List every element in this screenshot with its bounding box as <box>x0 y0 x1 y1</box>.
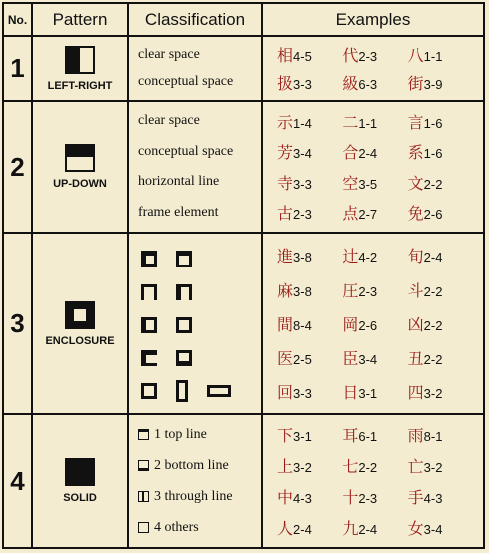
example-kanji: 上 <box>277 457 294 476</box>
example-kanji: 文 <box>407 173 424 193</box>
example-item <box>408 454 473 477</box>
classification-item: horizontal line <box>138 174 220 190</box>
enclosure-variant-icon <box>176 350 192 366</box>
classification-text: 1 top line <box>154 426 207 442</box>
example-kanji: 級 <box>342 73 359 93</box>
example-code: 8-1 <box>423 429 443 444</box>
example-code: 4-3 <box>293 491 312 506</box>
enclosure-shape-row <box>141 282 261 302</box>
example-code: 6-1 <box>358 429 378 444</box>
enclosure-shapes <box>129 234 263 415</box>
example-item <box>408 516 473 539</box>
example-item <box>408 140 473 163</box>
example-kanji: 示 <box>277 112 294 132</box>
others-icon <box>138 522 149 533</box>
enclosure-variant-icon <box>176 317 192 333</box>
classification-item <box>138 520 261 536</box>
enclosure-variant-icon <box>141 383 157 399</box>
example-code: 3-8 <box>293 283 312 299</box>
example-code: 2-2 <box>358 460 378 475</box>
classification-text: 4 others <box>154 519 199 535</box>
through-line-icon <box>138 491 149 502</box>
example-kanji: 扱 <box>277 73 294 93</box>
examples-cell <box>263 415 483 547</box>
example-item <box>277 312 342 335</box>
example-kanji: 下 <box>277 426 294 445</box>
example-item <box>408 110 473 133</box>
classification-item <box>138 458 261 474</box>
kanji-pattern-table <box>2 2 485 549</box>
example-code: 3-3 <box>293 386 312 402</box>
example-item <box>277 43 342 66</box>
example-item <box>408 346 473 369</box>
example-kanji: 耳 <box>342 426 359 445</box>
classification-item: clear space <box>138 46 200 62</box>
example-item <box>342 485 407 508</box>
example-kanji: 八 <box>407 46 424 66</box>
pattern-cell-enclosure <box>33 234 129 415</box>
example-kanji: 二 <box>342 112 359 132</box>
example-code: 3-3 <box>293 176 312 192</box>
example-code: 1-6 <box>423 115 443 131</box>
example-kanji: 中 <box>277 488 294 507</box>
row-number: 4 <box>4 415 33 547</box>
enclosure-variant-icon <box>141 350 157 366</box>
classification-cell <box>129 37 263 102</box>
header-pattern: Pattern <box>33 4 129 37</box>
example-item <box>277 201 342 224</box>
example-item <box>408 312 473 335</box>
pattern-label: SOLID <box>63 492 97 504</box>
example-code: 2-5 <box>293 352 312 368</box>
example-code: 2-6 <box>423 207 443 223</box>
example-kanji: 日 <box>342 383 359 403</box>
example-kanji: 古 <box>277 204 294 224</box>
example-kanji: 雨 <box>407 426 424 445</box>
example-item <box>277 454 342 477</box>
enclosure-shape-row <box>141 249 261 269</box>
example-item <box>342 244 407 267</box>
pattern-label: ENCLOSURE <box>45 334 115 347</box>
left-right-pattern-icon <box>65 46 95 74</box>
up-down-pattern-icon <box>65 144 95 172</box>
classification-item <box>138 489 261 505</box>
header-no: No. <box>4 4 33 37</box>
enclosure-tall-icon <box>176 380 188 402</box>
example-kanji: 四 <box>407 383 424 403</box>
classification-text: 2 bottom line <box>154 457 229 473</box>
example-kanji: 合 <box>342 143 359 163</box>
example-item <box>408 201 473 224</box>
example-item <box>408 423 473 446</box>
example-item <box>277 71 342 94</box>
classification-cell <box>129 102 263 234</box>
example-item <box>408 43 473 66</box>
example-code: 3-2 <box>423 460 443 475</box>
example-kanji: 空 <box>342 173 359 193</box>
examples-cell <box>263 234 483 415</box>
example-item <box>342 201 407 224</box>
enclosure-variant-icon <box>141 251 157 267</box>
example-item <box>408 244 473 267</box>
example-code: 2-3 <box>358 49 378 65</box>
example-kanji: 手 <box>407 488 424 507</box>
example-kanji: 九 <box>342 519 359 538</box>
example-code: 4-5 <box>293 49 312 65</box>
example-item <box>277 244 342 267</box>
classification-cell <box>129 415 263 547</box>
example-code: 2-2 <box>423 176 443 192</box>
example-code: 2-7 <box>358 207 378 223</box>
example-item <box>342 43 407 66</box>
example-code: 3-8 <box>293 249 312 265</box>
example-item <box>342 516 407 539</box>
example-kanji: 言 <box>407 112 424 132</box>
example-code: 2-4 <box>358 146 378 162</box>
example-code: 1-1 <box>358 115 378 131</box>
example-item <box>342 140 407 163</box>
example-item <box>277 171 342 194</box>
enclosure-pattern-icon <box>65 301 95 329</box>
classification-item: conceptual space <box>138 143 234 159</box>
example-item <box>277 485 342 508</box>
example-code: 1-4 <box>293 115 312 131</box>
example-code: 2-3 <box>358 283 378 299</box>
example-kanji: 免 <box>407 204 424 224</box>
example-item <box>408 171 473 194</box>
example-kanji: 相 <box>277 46 294 66</box>
example-item <box>342 278 407 301</box>
example-code: 3-4 <box>423 522 443 537</box>
example-code: 2-2 <box>423 352 443 368</box>
example-item <box>342 380 407 403</box>
example-code: 3-1 <box>358 386 378 402</box>
enclosure-shape-row <box>141 381 261 401</box>
example-item <box>277 278 342 301</box>
example-code: 1-1 <box>423 49 443 65</box>
example-item <box>277 110 342 133</box>
example-kanji: 旬 <box>407 246 424 266</box>
example-kanji: 丑 <box>407 349 424 369</box>
row-number: 3 <box>4 234 33 415</box>
enclosure-variant-icon <box>141 284 157 300</box>
header-examples: Examples <box>263 4 483 37</box>
example-kanji: 亡 <box>407 457 424 476</box>
example-code: 3-5 <box>358 176 378 192</box>
example-code: 1-6 <box>423 146 443 162</box>
pattern-cell-left-right <box>33 37 129 102</box>
row-number: 2 <box>4 102 33 234</box>
example-kanji: 間 <box>277 314 294 334</box>
row-number: 1 <box>4 37 33 102</box>
example-item <box>277 516 342 539</box>
example-code: 3-3 <box>293 76 312 92</box>
enclosure-variant-icon <box>141 317 157 333</box>
example-kanji: 医 <box>277 349 294 369</box>
pattern-cell-up-down <box>33 102 129 234</box>
example-code: 3-9 <box>423 76 443 92</box>
header-classification: Classification <box>129 4 263 37</box>
top-line-icon <box>138 429 149 440</box>
example-code: 8-4 <box>293 317 312 333</box>
examples-cell <box>263 37 483 102</box>
example-kanji: 進 <box>277 246 294 266</box>
classification-item: frame element <box>138 204 219 220</box>
example-code: 3-4 <box>293 146 312 162</box>
example-kanji: 女 <box>407 519 424 538</box>
example-item <box>277 140 342 163</box>
enclosure-variant-icon <box>176 251 192 267</box>
classification-item: conceptual space <box>138 74 234 90</box>
example-item <box>342 346 407 369</box>
example-kanji: 圧 <box>342 280 359 300</box>
enclosure-shape-row <box>141 315 261 335</box>
example-item <box>342 423 407 446</box>
example-code: 3-1 <box>293 429 312 444</box>
example-code: 2-3 <box>293 207 312 223</box>
enclosure-shape-row <box>141 348 261 368</box>
enclosure-variant-icon <box>176 284 192 300</box>
example-item <box>342 454 407 477</box>
example-kanji: 臣 <box>342 349 359 369</box>
example-kanji: 辻 <box>342 246 359 266</box>
example-code: 4-2 <box>358 249 378 265</box>
example-kanji: 人 <box>277 519 294 538</box>
example-kanji: 凶 <box>407 314 424 334</box>
solid-pattern-icon <box>65 458 95 486</box>
example-code: 3-2 <box>423 386 443 402</box>
example-item <box>277 346 342 369</box>
examples-cell <box>263 102 483 234</box>
example-code: 2-6 <box>358 317 378 333</box>
example-code: 2-3 <box>358 491 378 506</box>
example-kanji: 七 <box>342 457 359 476</box>
example-code: 3-4 <box>358 352 378 368</box>
classification-text: 3 through line <box>154 488 233 504</box>
example-item <box>342 171 407 194</box>
example-code: 3-2 <box>293 460 312 475</box>
example-item <box>277 380 342 403</box>
example-code: 4-3 <box>423 491 443 506</box>
example-item <box>408 278 473 301</box>
example-item <box>342 110 407 133</box>
example-kanji: 回 <box>277 383 294 403</box>
example-code: 2-4 <box>293 522 312 537</box>
example-code: 2-4 <box>358 522 378 537</box>
example-item <box>408 380 473 403</box>
example-item <box>342 71 407 94</box>
pattern-label: UP-DOWN <box>53 178 107 190</box>
example-kanji: 代 <box>342 46 359 66</box>
pattern-cell-solid <box>33 415 129 547</box>
bottom-line-icon <box>138 460 149 471</box>
example-code: 2-2 <box>423 283 443 299</box>
classification-item: clear space <box>138 113 200 129</box>
enclosure-wide-icon <box>207 385 231 397</box>
example-code: 2-4 <box>423 249 443 265</box>
example-kanji: 点 <box>342 204 359 224</box>
classification-item <box>138 427 261 443</box>
example-item <box>277 423 342 446</box>
example-kanji: 寺 <box>277 173 294 193</box>
example-item <box>342 312 407 335</box>
pattern-label: LEFT-RIGHT <box>47 79 113 92</box>
example-item <box>408 485 473 508</box>
example-kanji: 斗 <box>407 280 424 300</box>
example-item <box>408 71 473 94</box>
example-kanji: 麻 <box>277 280 294 300</box>
example-kanji: 街 <box>407 73 424 93</box>
example-kanji: 芳 <box>277 143 294 163</box>
example-code: 6-3 <box>358 76 378 92</box>
example-kanji: 十 <box>342 488 359 507</box>
example-kanji: 岡 <box>342 314 359 334</box>
example-code: 2-2 <box>423 317 443 333</box>
example-kanji: 系 <box>407 143 424 163</box>
